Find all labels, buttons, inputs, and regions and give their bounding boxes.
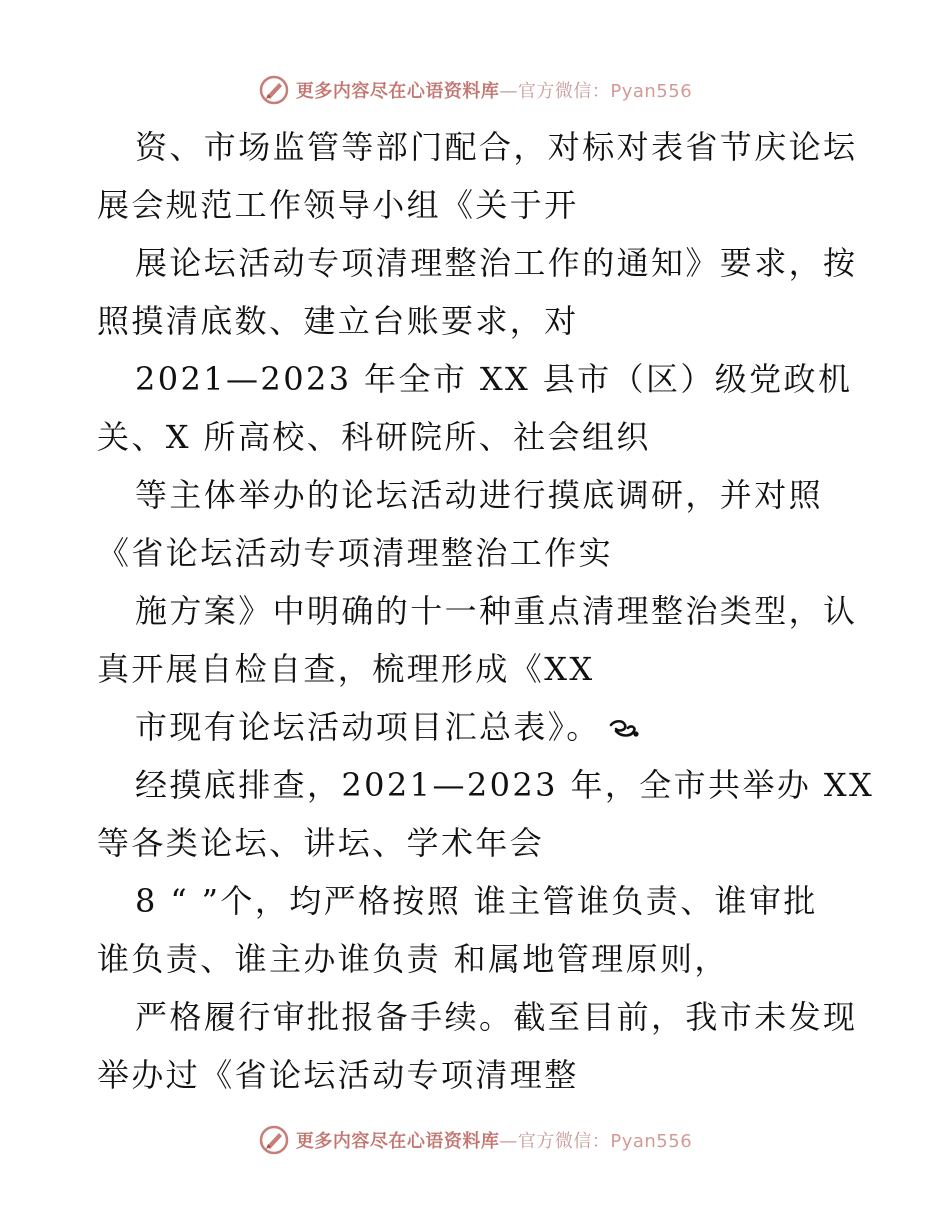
text-line: 等各类论坛、讲坛、学术年会 <box>97 824 545 862</box>
watermark-text <box>296 77 692 103</box>
text-line: 展会规范工作领导小组《关于开 <box>97 186 579 224</box>
text-line: 谁负责、谁主办谁负责 和属地管理原则， <box>97 940 729 978</box>
text-line: 展论坛活动专项清理整治工作的通知》要求，按 <box>135 244 858 282</box>
pen-seal-logo-icon <box>258 1124 290 1156</box>
watermark-dash: — <box>499 81 518 102</box>
watermark-main: 更多内容尽在心语资料库 <box>295 81 500 102</box>
text-line: 市现有论坛活动项目汇总表》。 <box>135 708 601 746</box>
text-line: 真开展自检自查，梳理形成《XX <box>97 650 595 688</box>
text-line-with-mark <box>97 698 857 756</box>
pen-seal-logo-icon <box>258 74 290 106</box>
watermark-dash: — <box>499 1131 518 1152</box>
text-line: 举办过《省论坛活动专项清理整 <box>97 1056 579 1094</box>
text-line: 严格履行审批报备手续。截至目前，我市未发现 <box>135 998 858 1036</box>
text-line: 施方案》中明确的十一种重点清理整治类型，认 <box>135 592 858 630</box>
watermark-main: 更多内容尽在心语资料库 <box>295 1131 500 1152</box>
text-line: 2021—2023 年全市 XX 县市（区）级党政机 <box>135 360 853 398</box>
text-line: 照摸清底数、建立台账要求，对 <box>97 302 579 340</box>
footer-watermark <box>0 1120 950 1160</box>
watermark-account-id: Pyan556 <box>610 1131 693 1152</box>
text-line: 8 “ ”个，均严格按照 谁主管谁负责、谁审批 <box>135 882 818 920</box>
text-line: 等主体举办的论坛活动进行摸底调研，并对照 <box>135 476 824 514</box>
text-line: 关、X 所高校、科研院所、社会组织 <box>97 418 651 456</box>
watermark-text <box>296 1127 692 1153</box>
paragraph-mark-icon <box>607 719 641 741</box>
text-line: 资、市场监管等部门配合，对标对表省节庆论坛 <box>135 128 858 166</box>
header-watermark <box>0 70 950 110</box>
watermark-account-id: Pyan556 <box>610 81 693 102</box>
watermark-account-label: 官方微信： <box>517 81 611 102</box>
watermark-account-label: 官方微信： <box>517 1131 611 1152</box>
text-line: 《省论坛活动专项清理整治工作实 <box>97 534 614 572</box>
document-body <box>97 118 875 1104</box>
text-line: 经摸底排查，2021—2023 年，全市共举办 XX <box>135 766 875 804</box>
